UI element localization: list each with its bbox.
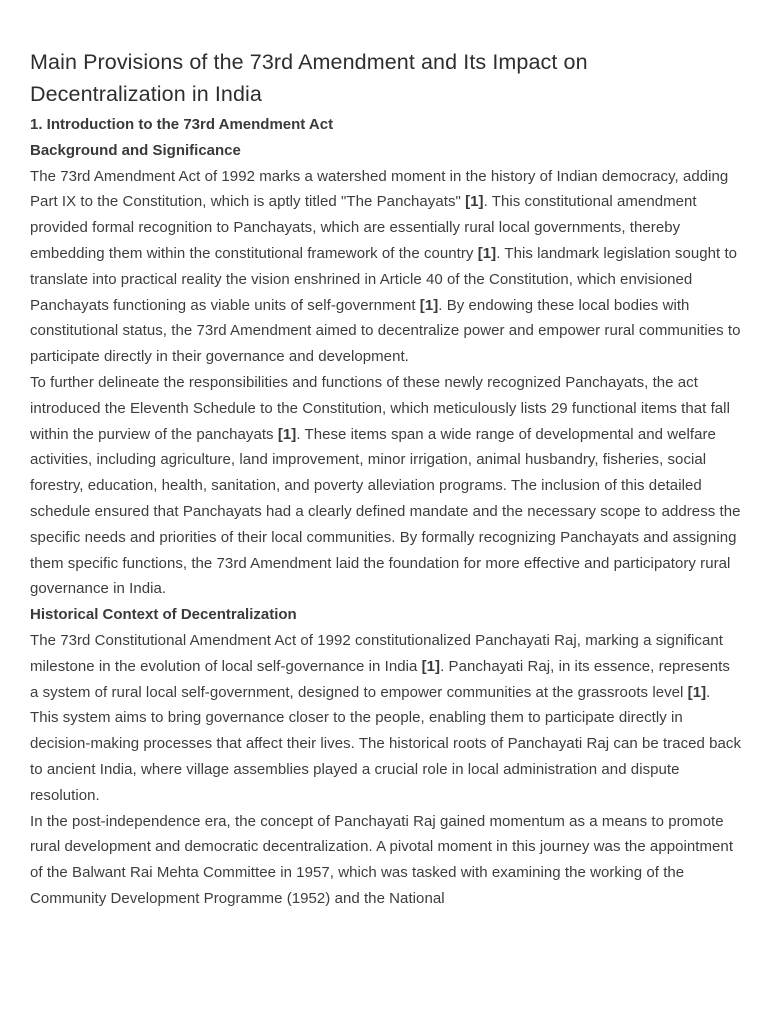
section-heading-introduction: 1. Introduction to the 73rd Amendment Act [30,116,334,133]
paragraph-text: . By endowing these local bodies with constitutional status, the 73rd Amendment aimed to decentralize power and empower rural communities to participate directly in their governance and development. [30,296,741,366]
citation-marker[interactable]: [1] [419,296,439,314]
paragraph-text: The 73rd Constitutional Amendment Act of 1992 constitutionalized Panchayati Raj, marking a significant milestone in the evolution of local self-governance in India [30,631,723,675]
paragraph-text: In the post-independence era, the concept of Panchayati Raj gained momentum as a means to promote rural development and democratic decentralization. A pivotal moment in this journey was the appointment of the Balwant Rai Mehta Committee in 1957, which was tasked with examining the working of the Community Development Programme (1952) and the National [30,812,734,907]
paragraph-historical-2 [30,809,742,912]
citation-marker[interactable]: [1] [687,683,707,701]
subsection-heading-historical-context: Historical Context of Decentralization [30,606,297,624]
paragraph-text: . This landmark legislation sought to translate into practical reality the vision enshrined in Article 40 of the Constitution, which envisioned Panchayats functioning as viable units of self-government [30,244,738,314]
document-body [30,46,742,912]
paragraph-historical-1 [30,628,742,809]
subsection-heading-background: Background and Significance [30,141,241,159]
citation-marker[interactable]: [1] [477,244,497,262]
paragraph-text: . This system aims to bring governance closer to the people, enabling them to participate directly in decision-making processes that affect their lives. The historical roots of Panchayati Raj can be traced back to ancient India, where village assemblies played a crucial role in local administration and dispute resolution. [30,683,742,804]
paragraph-text: The 73rd Amendment Act of 1992 marks a watershed moment in the history of Indian democracy, adding Part IX to the Constitution, which is aptly titled "The Panchayats" [30,167,729,211]
paragraph-background-2 [30,370,742,602]
citation-marker[interactable]: [1] [465,193,484,211]
paragraph-text: . These items span a wide range of developmental and welfare activities, including agriculture, land improvement, minor irrigation, animal husbandry, fisheries, social forestry, education, health, sanitation, and poverty alleviation programs. The inclusion of this detailed schedule ensured that Panchayats had a clearly defined mandate and the necessary scope to address the specific needs and priorities of their local communities. By formally recognizing Panchayats and assigning them specific functions, the 73rd Amendment laid the foundation for more effective and participatory rural governance in India. [30,425,741,598]
paragraph-background-1 [30,164,742,370]
citation-marker[interactable]: [1] [277,425,297,443]
paragraph-text: To further delineate the responsibilities and functions of these newly recognized Panchayats, the act introduced the Eleventh Schedule to the Constitution, which meticulously lists 29 functional items that fall within the purview of the panchayats [30,373,730,443]
paragraph-text: . Panchayati Raj, in its essence, represents a system of rural local self-government, designed to empower communities at the grassroots level [30,657,730,701]
page-title: Main Provisions of the 73rd Amendment and Its Impact on Decentralization in India [30,50,588,106]
paragraph-text: . This constitutional amendment provided formal recognition to Panchayats, which are essentially rural local governments, thereby embedding them within the constitutional framework of the country [30,193,697,262]
citation-marker[interactable]: [1] [421,657,441,675]
